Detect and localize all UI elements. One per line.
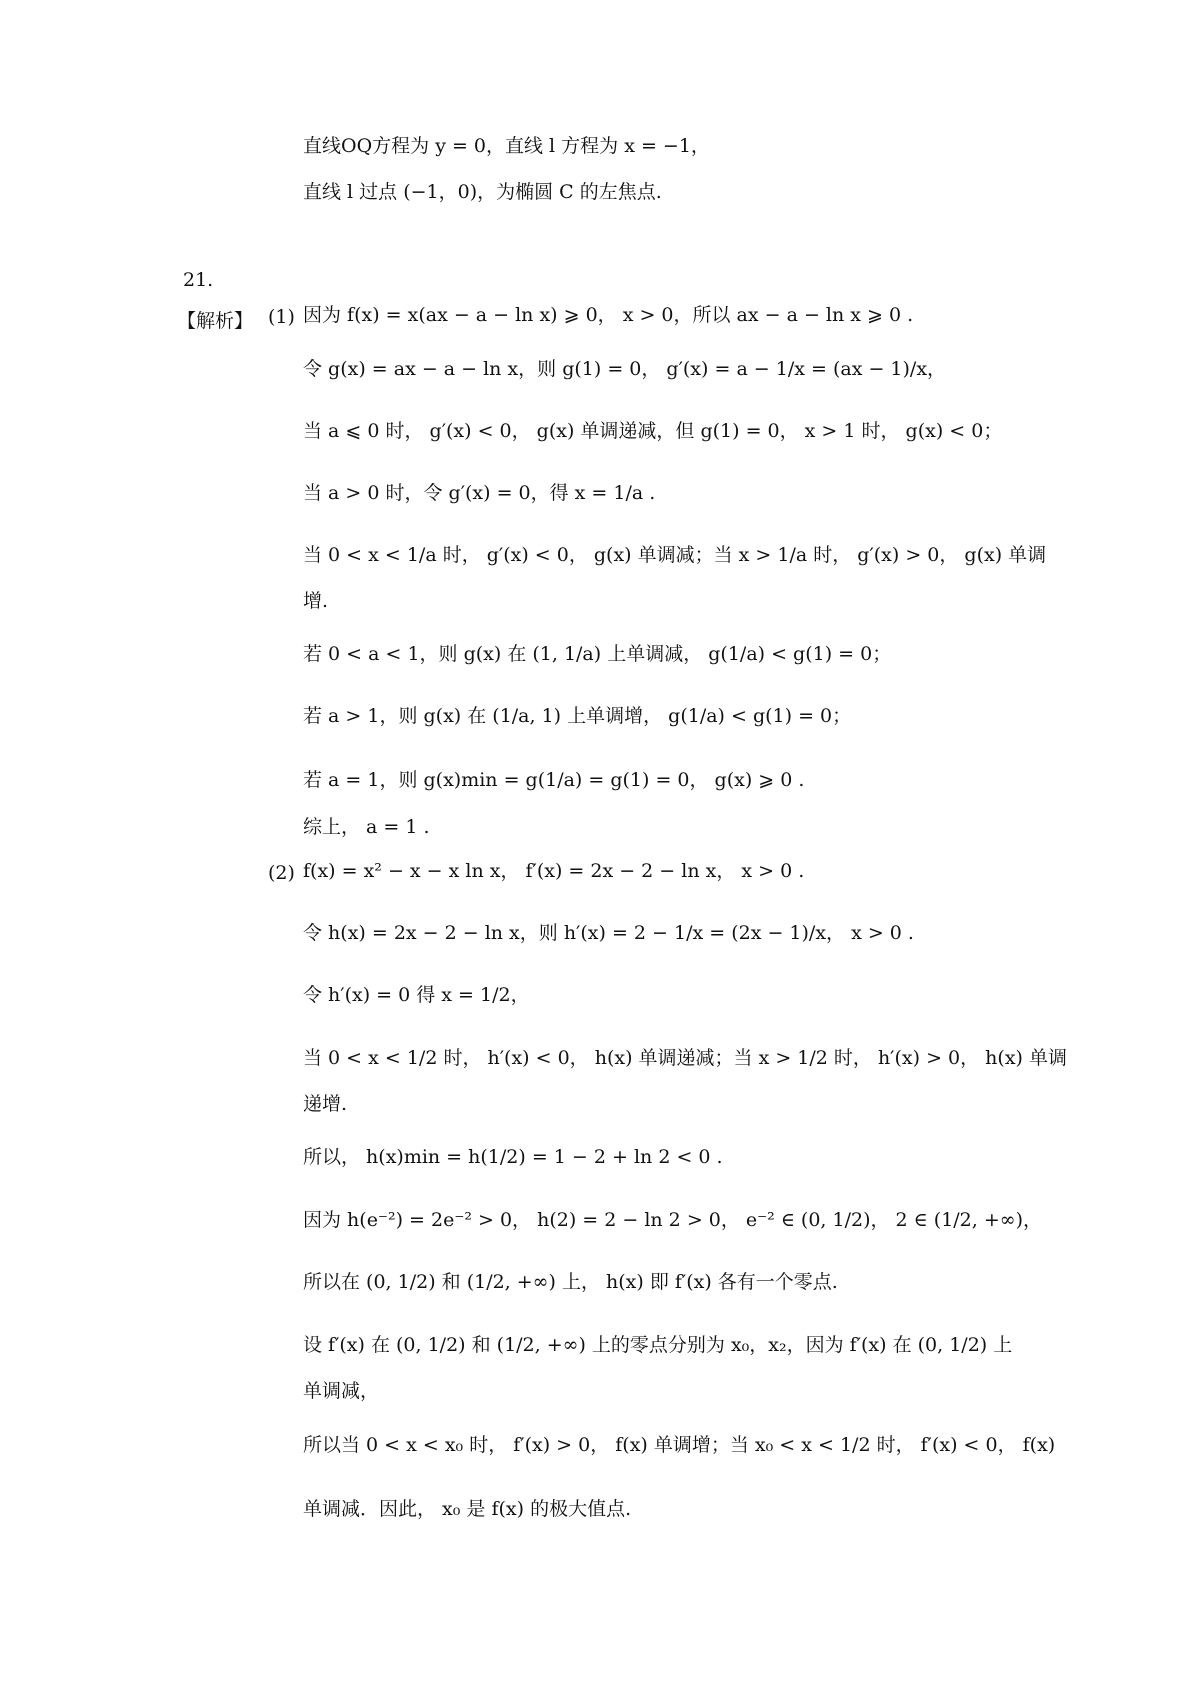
part1-line: 当 0 < x < 1/a 时， g′(x) < 0， g(x) 单调减；当 x > 1/a 时， g′(x) > 0， g(x) 单调 — [303, 544, 1047, 566]
part1-line: 若 a = 1，则 g(x)min = g(1/a) = g(1) = 0， g(x) ⩾ 0 . — [303, 769, 805, 791]
part1-line: 令 g(x) = ax − a − ln x，则 g(1) = 0， g′(x) = a − 1/x = (ax − 1)/x， — [303, 358, 947, 380]
part1-line: 若 a > 1，则 g(x) 在 (1/a, 1) 上单调增， g(1/a) < g(1) = 0； — [303, 705, 852, 727]
part2-line: 当 0 < x < 1/2 时， h′(x) < 0， h(x) 单调递减；当 x > 1/2 时， h′(x) > 0， h(x) 单调 — [303, 1047, 1067, 1069]
solution-tag: 【解析】 — [177, 310, 254, 332]
part2-line: 单调减， — [303, 1380, 380, 1402]
part1-line: 若 0 < a < 1，则 g(x) 在 (1, 1/a) 上单调减， g(1/a) < g(1) = 0； — [303, 643, 892, 665]
part2-line: 所以， h(x)min = h(1/2) = 1 − 2 + ln 2 < 0 . — [303, 1146, 723, 1168]
part2-line: 所以在 (0, 1/2) 和 (1/2, +∞) 上， h(x) 即 f′(x) 各有一个零点. — [303, 1271, 838, 1293]
intro-line-1: 直线OQ方程为 y = 0，直线 l 方程为 x = −1， — [303, 135, 710, 157]
part2-line: 所以当 0 < x < x₀ 时， f′(x) > 0， f(x) 单调增；当 x₀ < x < 1/2 时， f′(x) < 0， f(x) — [303, 1434, 1056, 1456]
part2-line: 单调减．因此， x₀ 是 f(x) 的极大值点. — [303, 1498, 632, 1520]
intro-line-2: 直线 l 过点 (−1，0)，为椭圆 C 的左焦点. — [303, 181, 662, 203]
part1-line: 因为 f(x) = x(ax − a − ln x) ⩾ 0， x > 0，所以 ax − a − ln x ⩾ 0 . — [303, 304, 914, 326]
question-number: 21. — [183, 269, 214, 291]
part1-line: 当 a > 0 时，令 g′(x) = 0，得 x = 1/a . — [303, 482, 656, 504]
part1-line: 综上， a = 1 . — [303, 816, 430, 838]
part2-line: 令 h(x) = 2x − 2 − ln x，则 h′(x) = 2 − 1/x = (2x − 1)/x， x > 0 . — [303, 922, 914, 944]
part2-line: 因为 h(e⁻²) = 2e⁻² > 0， h(2) = 2 − ln 2 > 0， e⁻² ∈ (0, 1/2)， 2 ∈ (1/2, +∞)， — [303, 1209, 1043, 1231]
part1-line: 当 a ⩽ 0 时， g′(x) < 0， g(x) 单调递减，但 g(1) = 0， x > 1 时， g(x) < 0； — [303, 420, 1003, 442]
part-2-label: (2) — [268, 862, 295, 884]
part-1-label: (1) — [268, 306, 295, 328]
part2-line: 递增. — [303, 1093, 348, 1115]
part2-line: 令 h′(x) = 0 得 x = 1/2， — [303, 984, 530, 1006]
part2-line: f(x) = x² − x − x ln x， f′(x) = 2x − 2 − ln x， x > 0 . — [303, 860, 805, 882]
part1-line: 增. — [303, 590, 329, 612]
part2-line: 设 f′(x) 在 (0, 1/2) 和 (1/2, +∞) 上的零点分别为 x₀，x₂，因为 f′(x) 在 (0, 1/2) 上 — [303, 1334, 1013, 1356]
